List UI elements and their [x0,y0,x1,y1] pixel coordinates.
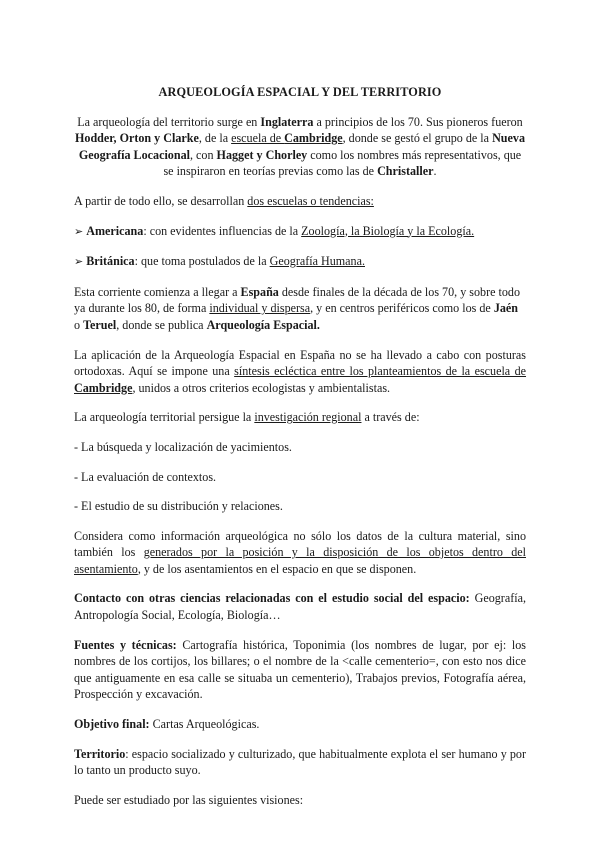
persigue-paragraph: La arqueología territorial persigue la investigación regional a través de: [74,410,420,425]
arrow-bullet-icon: ➢ [74,224,84,238]
territorio-paragraph: Territorio: espacio socializado y culturizado, que habitualmente explota el ser humano y por lo tanto un producto suyo. [74,746,526,778]
objetivo-paragraph: Objetivo final: Cartas Arqueológicas. [74,717,260,732]
visiones-paragraph: Puede ser estudiado por las siguientes visiones: [74,792,304,807]
considera-paragraph: Considera como información arqueológica no sólo los datos de la cultura material, sino también los generados por la posición y la disposición de los objetos dentro del asentamiento, y de los asentamientos en el espacio en que se disponen. [74,528,526,576]
contacto-paragraph: Contacto con otras ciencias relacionadas con el estudio social del espacio: Geografía, Antropología Social, Ecología, Biología… [74,591,526,623]
intro-paragraph: La arqueología del territorio surge en Inglaterra a principios de los 70. Sus pioneros fueron Hodder, Orton y Clarke, de la escuela de Cambridge, donde se gestó el grupo de la Nueva Geografía Locacional, con Hagget y Chorley como los nombres más representativos, que se inspiraron en teorías previas como las de Christaller. [75,114,525,179]
page-title: ARQUEOLOGÍA ESPACIAL Y DEL TERRITORIO [158,85,442,99]
fuentes-paragraph: Fuentes y técnicas: Cartografía histórica, Toponimia (los nombres de lugar, por ej: los nombres de los cortijos, los billares; o el nombre de la <calle cementerio=, con esto nos dice que antiguamente en esa calle se situaba un cementerio), Trabajos previos, Fotografía aérea, Prospección y excavación. [74,637,526,702]
aplicacion-paragraph: La aplicación de la Arqueología Espacial en España no se ha llevado a cabo con posturas ortodoxas. Aquí se impone una síntesis ecléctica entre los planteamientos de la escuela de Cambridge, unidos a otros criterios ecologistas y ambientalistas. [74,347,527,395]
list-item: - La evaluación de contextos. [74,469,217,484]
bullet-britanica: ➢ Británica: que toma postulados de la Geografía Humana. [74,254,365,269]
tendencias-paragraph: A partir de todo ello, se desarrollan dos escuelas o tendencias: [74,193,374,208]
espana-paragraph: Esta corriente comienza a llegar a España desde finales de la década de los 70, y sobre todo ya durante los 80, de forma individual y dispersa, y en centros periféricos como los de Jaén o Teruel, donde se publica Arqueología Espacial. [74,284,520,332]
list-item: - La búsqueda y localización de yacimientos. [74,439,292,454]
arrow-bullet-icon: ➢ [74,255,84,269]
bullet-americana: ➢ Americana: con evidentes influencias de la Zoología, la Biología y la Ecología. [74,223,475,238]
list-item: - El estudio de su distribución y relaciones. [74,499,283,514]
